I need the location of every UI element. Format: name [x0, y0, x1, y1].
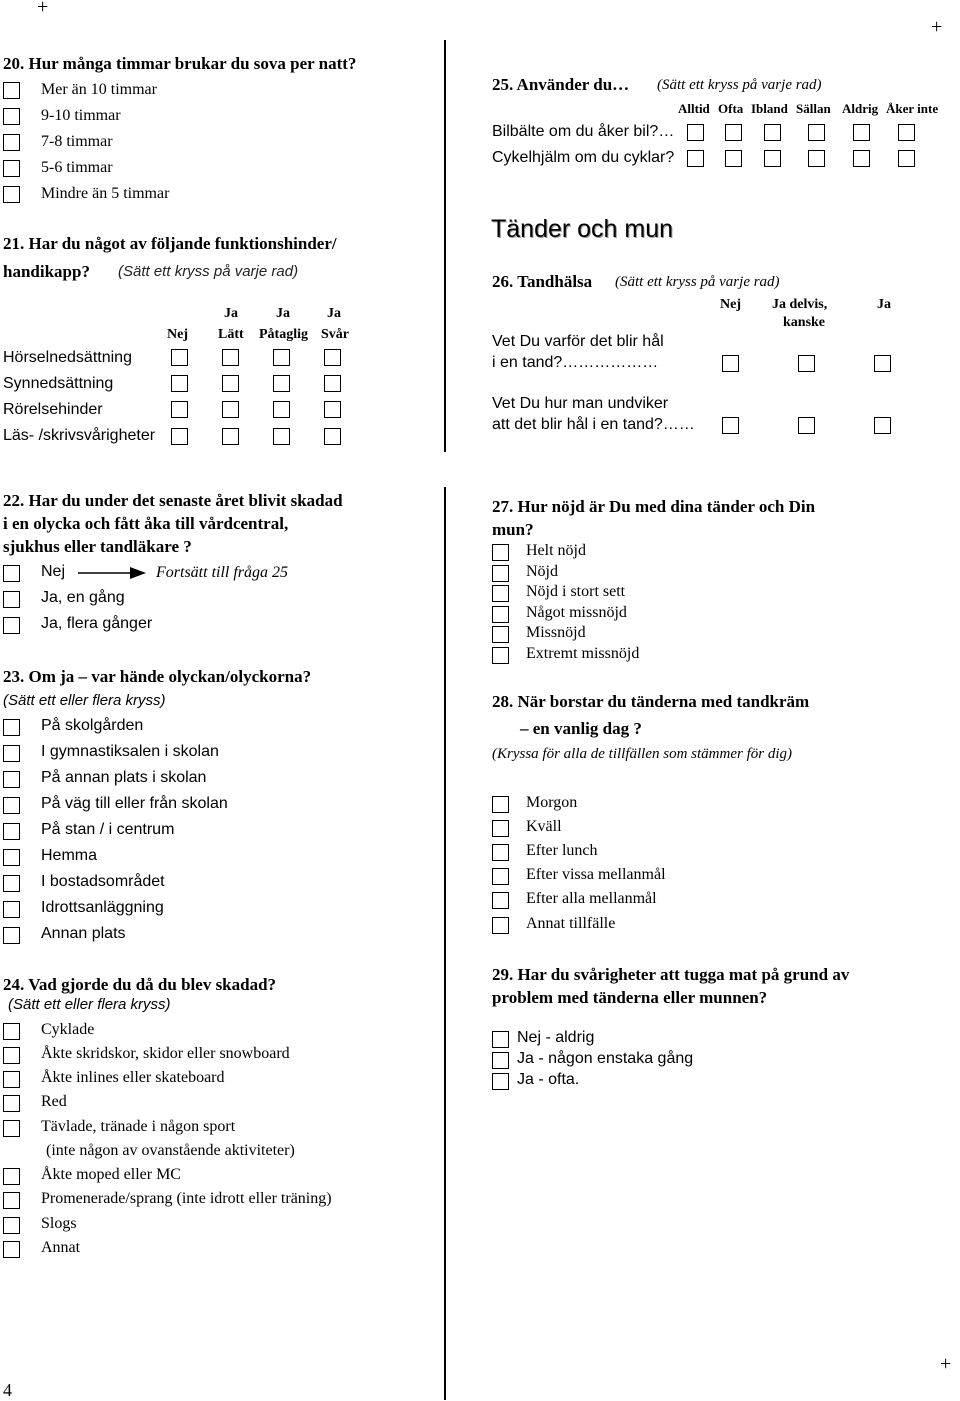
q27-checkbox[interactable]	[492, 647, 509, 664]
q20-checkbox[interactable]	[3, 160, 20, 177]
q26-checkbox[interactable]	[722, 355, 739, 372]
q20-title: 20. Hur många timmar brukar du sova per natt?	[3, 54, 357, 73]
q24-checkbox[interactable]	[3, 1192, 20, 1209]
q24-option: Promenerade/sprang (inte idrott eller träning)	[41, 1190, 332, 1207]
q20-option: 9-10 timmar	[41, 107, 121, 124]
q23-checkbox[interactable]	[3, 719, 20, 736]
q25-col-aldrig: Aldrig	[842, 101, 879, 116]
q22-checkbox[interactable]	[3, 617, 20, 634]
q24-title: 24. Vad gjorde du då du blev skadad?	[3, 975, 277, 994]
q21-checkbox[interactable]	[171, 428, 188, 445]
q21-checkbox[interactable]	[222, 349, 239, 366]
q26-col-delvis-2: kanske	[783, 315, 826, 330]
q21-title-line1: 21. Har du något av följande funktionshinder/	[3, 234, 337, 253]
q27-checkbox[interactable]	[492, 606, 509, 623]
q21-title-line2: handikapp?	[3, 262, 90, 281]
q23-checkbox[interactable]	[3, 901, 20, 918]
q20-option: Mindre än 5 timmar	[41, 185, 170, 202]
q28-checkbox[interactable]	[492, 868, 509, 885]
q26-col-nej: Nej	[720, 297, 741, 312]
q20-checkbox[interactable]	[3, 186, 20, 203]
q23-option: På stan / i centrum	[41, 821, 175, 838]
q29-checkbox[interactable]	[492, 1052, 509, 1069]
q22-title-line1: 22. Har du under det senaste året blivit skadad	[3, 491, 343, 510]
q21-checkbox[interactable]	[324, 349, 341, 366]
q26-col-ja: Ja	[877, 297, 891, 312]
q23-option: I bostadsområdet	[41, 873, 165, 890]
q24-checkbox[interactable]	[3, 1023, 20, 1040]
q24-instruction: (Sätt ett eller flera kryss)	[8, 996, 171, 1013]
q24-checkbox[interactable]	[3, 1168, 20, 1185]
q20-checkbox[interactable]	[3, 82, 20, 99]
q22-skip-note: Fortsätt till fråga 25	[156, 564, 289, 581]
q24-checkbox[interactable]	[3, 1095, 20, 1112]
q22-title-line3: sjukhus eller tandläkare ?	[3, 537, 192, 556]
q22-title-line2: i en olycka och fått åka till vårdcentral,	[3, 514, 289, 533]
q29-option: Ja - ofta.	[517, 1071, 580, 1088]
q21-checkbox[interactable]	[222, 401, 239, 418]
q28-checkbox[interactable]	[492, 917, 509, 934]
q24-option: Tävlade, tränade i någon sport	[41, 1118, 236, 1135]
q24-option: Åkte moped eller MC	[41, 1166, 181, 1183]
q21-checkbox[interactable]	[273, 428, 290, 445]
q23-option: I gymnastiksalen i skolan	[41, 743, 219, 760]
q26-title: 26. Tandhälsa	[492, 272, 593, 291]
q25-checkbox[interactable]	[725, 124, 742, 141]
q26-row-label-2: i en tand?………………	[492, 354, 659, 371]
q25-checkbox[interactable]	[764, 150, 781, 167]
q25-checkbox[interactable]	[808, 124, 825, 141]
q23-checkbox[interactable]	[3, 797, 20, 814]
q28-checkbox[interactable]	[492, 844, 509, 861]
q26-col-delvis: Ja delvis,	[772, 297, 828, 312]
q21-row-label: Rörelsehinder	[3, 401, 103, 418]
q23-option: Idrottsanläggning	[41, 899, 164, 916]
q28-option: Morgon	[526, 794, 578, 811]
q26-checkbox[interactable]	[874, 417, 891, 434]
q29-checkbox[interactable]	[492, 1031, 509, 1048]
q27-option: Helt nöjd	[526, 542, 586, 559]
q24-checkbox[interactable]	[3, 1241, 20, 1258]
q29-checkbox[interactable]	[492, 1073, 509, 1090]
q25-row-label: Bilbälte om du åker bil?…	[492, 123, 675, 140]
q21-row-label: Hörselnedsättning	[3, 349, 132, 366]
q21-col-latt: Lätt	[218, 327, 244, 342]
q24-option: Åkte skridskor, skidor eller snowboard	[41, 1045, 290, 1062]
q25-col-ofta: Ofta	[718, 101, 744, 116]
q23-instruction: (Sätt ett eller flera kryss)	[3, 692, 166, 709]
q21-checkbox[interactable]	[222, 428, 239, 445]
q27-option: Nöjd	[526, 563, 558, 580]
q22-option: Ja, en gång	[41, 589, 125, 606]
q27-option: Nöjd i stort sett	[526, 583, 626, 600]
q23-checkbox[interactable]	[3, 927, 20, 944]
q22-option: Nej	[41, 563, 66, 580]
q23-option: Hemma	[41, 847, 98, 864]
q24-option: Slogs	[41, 1215, 77, 1232]
q23-option: På annan plats i skolan	[41, 769, 207, 786]
q24-option: Cyklade	[41, 1021, 95, 1038]
arrow-right-icon	[78, 566, 148, 580]
q21-checkbox[interactable]	[273, 349, 290, 366]
q25-checkbox[interactable]	[853, 150, 870, 167]
section-heading: Tänder och mun	[491, 215, 674, 243]
q25-checkbox[interactable]	[725, 150, 742, 167]
corner-mark-top-left: +	[37, 0, 49, 18]
corner-mark-top-right: +	[931, 16, 943, 38]
q24-checkbox[interactable]	[3, 1047, 20, 1064]
column-divider-top	[444, 40, 446, 452]
q29-option: Nej - aldrig	[517, 1029, 595, 1046]
q21-col-ja: Ja	[327, 306, 341, 321]
q23-checkbox[interactable]	[3, 849, 20, 866]
q23-option: På väg till eller från skolan	[41, 795, 228, 812]
q25-checkbox[interactable]	[898, 150, 915, 167]
q25-checkbox[interactable]	[808, 150, 825, 167]
q21-instruction: (Sätt ett kryss på varje rad)	[118, 263, 299, 280]
q21-checkbox[interactable]	[324, 428, 341, 445]
q21-row-label: Läs- /skrivsvårigheter	[3, 427, 156, 444]
q28-checkbox[interactable]	[492, 796, 509, 813]
q21-col-ja: Ja	[276, 306, 290, 321]
q26-checkbox[interactable]	[798, 417, 815, 434]
q20-option: Mer än 10 timmar	[41, 81, 157, 98]
q25-col-alltid: Alltid	[678, 101, 710, 116]
q21-checkbox[interactable]	[171, 349, 188, 366]
q20-option: 5-6 timmar	[41, 159, 113, 176]
q23-checkbox[interactable]	[3, 823, 20, 840]
q23-option: På skolgården	[41, 717, 144, 734]
q24-option: Åkte inlines eller skateboard	[41, 1069, 225, 1086]
q25-checkbox[interactable]	[687, 124, 704, 141]
q27-checkbox[interactable]	[492, 544, 509, 561]
q25-checkbox[interactable]	[687, 150, 704, 167]
q21-checkbox[interactable]	[222, 375, 239, 392]
q27-option: Extremt missnöjd	[526, 645, 640, 662]
q29-title-line2: problem med tänderna eller munnen?	[492, 988, 768, 1007]
q21-checkbox[interactable]	[324, 375, 341, 392]
q28-title-line2: – en vanlig dag ?	[520, 719, 642, 738]
q21-checkbox[interactable]	[171, 401, 188, 418]
q23-checkbox[interactable]	[3, 771, 20, 788]
q25-title: 25. Använder du…	[492, 75, 630, 94]
q22-checkbox[interactable]	[3, 565, 20, 582]
q24-checkbox[interactable]	[3, 1071, 20, 1088]
q28-title-line1: 28. När borstar du tänderna med tandkräm	[492, 692, 810, 711]
q29-title-line1: 29. Har du svårigheter att tugga mat på grund av	[492, 965, 850, 984]
q25-checkbox[interactable]	[898, 124, 915, 141]
q21-col-pataglig: Påtaglig	[259, 327, 308, 342]
q26-row-label-2: att det blir hål i en tand?……	[492, 416, 695, 433]
q28-option: Efter vissa mellanmål	[526, 866, 666, 883]
q24-option: Annat	[41, 1239, 81, 1256]
q27-option: Missnöjd	[526, 624, 586, 641]
q24-checkbox[interactable]	[3, 1217, 20, 1234]
q27-checkbox[interactable]	[492, 565, 509, 582]
q27-title-line2: mun?	[492, 520, 534, 539]
q27-checkbox[interactable]	[492, 626, 509, 643]
q25-row-label: Cykelhjälm om du cyklar?	[492, 149, 675, 166]
q21-row-label: Synnedsättning	[3, 375, 114, 392]
q21-checkbox[interactable]	[171, 375, 188, 392]
column-divider-bottom	[444, 487, 446, 1400]
q26-row-label: Vet Du varför det blir hål	[492, 333, 664, 350]
q24-checkbox[interactable]	[3, 1120, 20, 1137]
q21-col-nej: Nej	[167, 327, 188, 342]
q25-col-sallan: Sällan	[796, 101, 831, 116]
q28-option: Annat tillfälle	[526, 915, 616, 932]
q23-title: 23. Om ja – var hände olyckan/olyckorna?	[3, 667, 312, 686]
q22-option: Ja, flera gånger	[41, 615, 153, 632]
q27-checkbox[interactable]	[492, 585, 509, 602]
q26-checkbox[interactable]	[874, 355, 891, 372]
q28-instruction: (Kryssa för alla de tillfällen som stämmer för dig)	[492, 746, 792, 762]
q21-col-svar: Svår	[321, 327, 349, 342]
q21-checkbox[interactable]	[273, 401, 290, 418]
q27-option: Något missnöjd	[526, 604, 627, 621]
q26-row-label: Vet Du hur man undviker	[492, 395, 669, 412]
q25-checkbox[interactable]	[853, 124, 870, 141]
q23-checkbox[interactable]	[3, 875, 20, 892]
q28-option: Efter lunch	[526, 842, 598, 859]
q26-checkbox[interactable]	[722, 417, 739, 434]
q25-instruction: (Sätt ett kryss på varje rad)	[657, 77, 822, 93]
q20-checkbox[interactable]	[3, 108, 20, 125]
q21-checkbox[interactable]	[273, 375, 290, 392]
q24-option: Red	[41, 1093, 67, 1110]
q22-checkbox[interactable]	[3, 591, 20, 608]
corner-mark-bottom-right: +	[940, 1353, 952, 1375]
q28-option: Kväll	[526, 818, 562, 835]
q28-checkbox[interactable]	[492, 820, 509, 837]
q28-option: Efter alla mellanmål	[526, 890, 657, 907]
q20-option: 7-8 timmar	[41, 133, 113, 150]
page-number: 4	[3, 1380, 12, 1400]
q28-checkbox[interactable]	[492, 892, 509, 909]
q24-note: (inte någon av ovanstående aktiviteter)	[46, 1142, 295, 1159]
q20-checkbox[interactable]	[3, 134, 20, 151]
q21-col-ja: Ja	[224, 306, 238, 321]
q23-checkbox[interactable]	[3, 745, 20, 762]
q25-col-aker-inte: Åker inte	[886, 101, 939, 116]
q27-title-line1: 27. Hur nöjd är Du med dina tänder och Din	[492, 497, 816, 516]
q25-col-ibland: Ibland	[751, 101, 788, 116]
q21-checkbox[interactable]	[324, 401, 341, 418]
q23-option: Annan plats	[41, 925, 126, 942]
q26-instruction: (Sätt ett kryss på varje rad)	[615, 274, 780, 290]
q29-option: Ja - någon enstaka gång	[517, 1050, 694, 1067]
q26-checkbox[interactable]	[798, 355, 815, 372]
q25-checkbox[interactable]	[764, 124, 781, 141]
